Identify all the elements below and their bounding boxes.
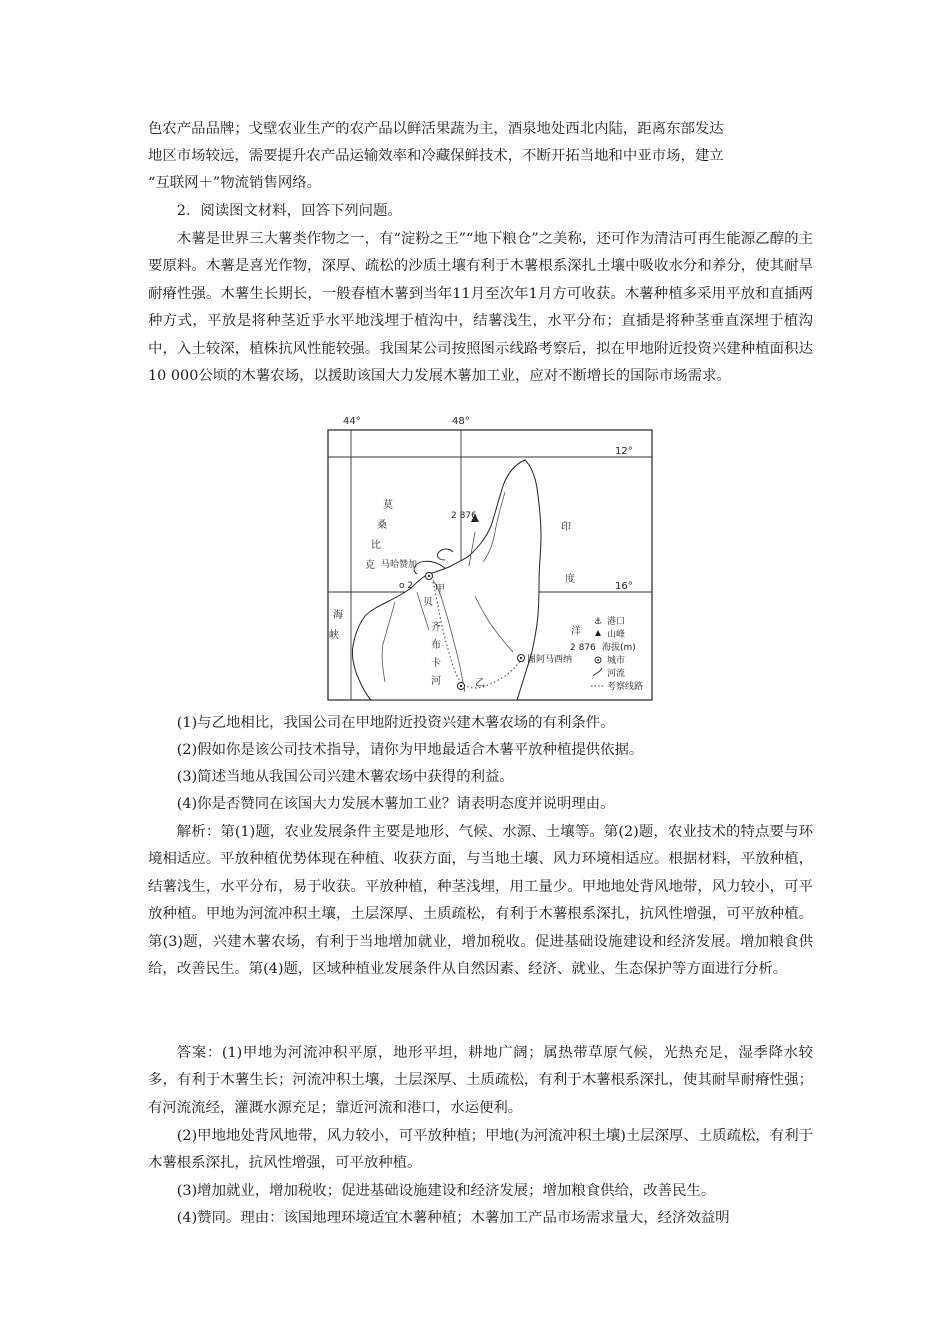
small-label: o 2 (399, 581, 414, 591)
analysis-paragraph: 解析：第(1)题，农业发展条件主要是地形、气候、水源、土壤等。第(2)题，农业技术的特点要与环境相适应。平放种植优势体现在种植、收获方面，与当地土壤、风力环境相适应。根据材料，平放种植，结薯浅生，水平分布，易于收获。平放种植，种茎浅埋，用工量少。甲地地处背风地带，风力较小，可平放种植。甲地为河流冲积土壤，土层深厚、土质疏松，有利于木薯根系深扎，抗风性增强，可平放种植。第(3)题，兴建木薯农场，有利于当地增加就业，增加税收。促进基础设施建设和经济发展。增加粮食供给，改善民生。第(4)题，区域种植业发展条件从自然因素、经济、就业、生态保护等方面进行分析。 (148, 824, 813, 978)
ocean-char-3: 洋 (571, 626, 581, 637)
city-mahajanga-label: 马哈赞加 (381, 560, 418, 570)
legend-elev-value: 2 876 (570, 643, 596, 653)
sea-char-6: 峡 (329, 630, 339, 641)
question-3: (3)简述当地从我国公司兴建木薯农场中获得的利益。 (176, 769, 514, 785)
label-bei: 贝 (423, 597, 433, 608)
sea-char-5: 海 (333, 610, 343, 621)
intro-line-3: “互联网＋”物流销售网络。 (148, 175, 322, 191)
sea-char-4: 克 (365, 560, 375, 571)
question-2: (2)假如你是该公司技术指导，请你为甲地最适合木薯平放种植提供依据。 (176, 742, 644, 758)
legend-city: 城市 (607, 656, 626, 666)
lat-top-label: 12° (615, 446, 633, 457)
question-1: (1)与乙地相比，我国公司在甲地附近投资兴建木薯农场的有利条件。 (176, 715, 615, 731)
sea-char-3: 比 (371, 540, 381, 551)
river-char-3: 卡 (431, 658, 441, 669)
label-jia: 甲 (435, 584, 445, 595)
material-paragraph: 木薯是世界三大薯类作物之一，有“淀粉之王”“地下粮仓”之美称，还可作为清洁可再生能源乙醇的主要原料。木薯是喜光作物，深厚、疏松的沙质土壤有利于木薯根系深扎土壤中吸收水分和养分，使其耐旱耐瘠性强。木薯生长期长，一般春植木薯到当年11月至次年1月方可收获。木薯种植多采用平放和直插两种方式，平放是将种茎近乎水平地浅埋于植沟中，结薯浅生，水平分布；直插是将种茎垂直深埋于植沟中，入土较深，植株抗风性能较强。我国某公司按照图示线路考察后，拟在甲地附近投资兴建种植面积达 10 000公顷的木薯农场，以援助该国大力发展木薯加工业，应对不断增长的国际市场需求。 (148, 231, 813, 385)
ocean-char-1: 印 (561, 522, 571, 533)
map-svg (325, 402, 655, 702)
lon-left-label: 44° (343, 416, 361, 427)
ocean-char-2: 度 (565, 574, 575, 585)
legend-port: 港口 (607, 617, 626, 627)
sea-char-1: 莫 (383, 500, 393, 511)
legend-river: 河流 (607, 669, 626, 679)
legend-peak: 山峰 (607, 630, 626, 640)
lon-right-label: 48° (452, 416, 470, 427)
peak-elevation: 2 876 (451, 511, 477, 521)
river-char-2: 布 (431, 640, 441, 651)
label-yi: 乙 (475, 678, 485, 689)
city-toamasina-label: 图阿马西纳 (527, 655, 573, 665)
answer-2: (2)甲地地处背风地带，风力较小，可平放种植；甲地(为河流冲积土壤)土层深厚、土质疏松，有利于木薯根系深扎，抗风性增强，可平放种植。 (148, 1128, 813, 1172)
madagascar-map (325, 402, 655, 702)
answer-4: (4)赞同。理由：该国地理环境适宜木薯种植；木薯加工产品市场需求量大，经济效益明 (176, 1210, 730, 1226)
legend-port-icon: ⚓ (594, 617, 603, 627)
intro-line-2: 地区市场较远，需要提升农产品运输效率和冷藏保鲜技术，不断开拓当地和中亚市场，建立 (148, 148, 724, 164)
legend-elev-label: 海拔(m) (602, 643, 636, 653)
question-header: 2．阅读图文材料，回答下列问题。 (176, 203, 402, 219)
river-char-4: 河 (431, 676, 441, 687)
answer-1: 答案：(1)甲地为河流冲积平原，地形平坦，耕地广阔；属热带草原气候，光热充足，湿季降水较多，有利于木薯生长；河流冲积土壤，土层深厚、土质疏松，有利于木薯根系深扎，使其耐旱耐瘠性强；有河流流经，灌溉水源充足；靠近河流和港口，水运便利。 (148, 1045, 813, 1116)
lat-bottom-label: 16° (615, 581, 633, 592)
intro-line-1: 色农产品品牌；戈壁农业生产的农产品以鲜活果蔬为主，酒泉地处西北内陆，距离东部发达 (148, 121, 724, 137)
legend-route: 考察线路 (607, 682, 644, 692)
question-4: (4)你是否赞同在该国大力发展木薯加工业？请表明态度并说明理由。 (176, 796, 615, 812)
sea-char-2: 桑 (377, 520, 387, 531)
answer-3: (3)增加就业，增加税收；促进基础设施建设和经济发展；增加粮食供给，改善民生。 (176, 1183, 716, 1199)
river-char-1: 齐 (431, 622, 441, 633)
